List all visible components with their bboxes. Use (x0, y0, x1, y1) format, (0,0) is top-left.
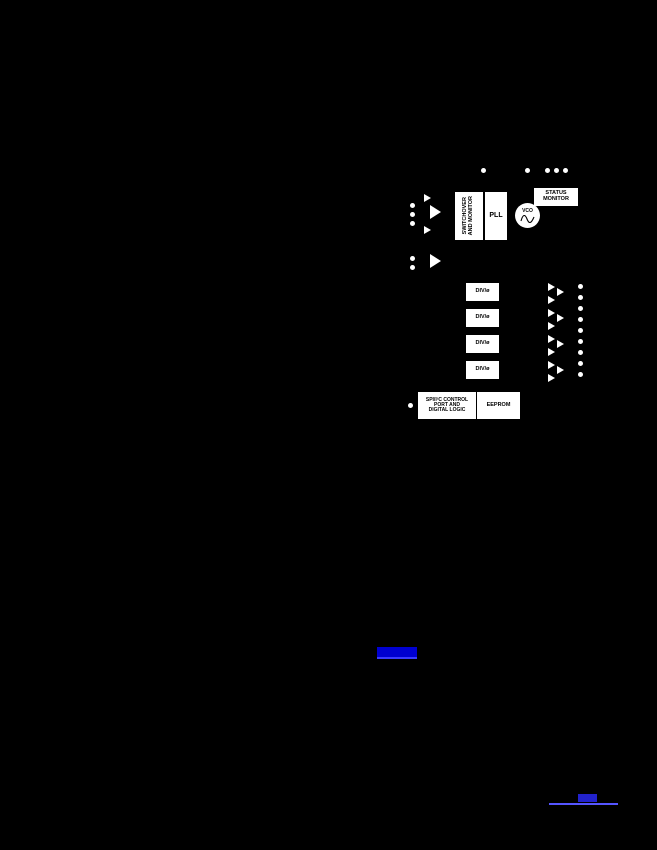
sine-wave-icon (520, 215, 536, 223)
logo-mark (377, 647, 417, 659)
input-buffer-icon (430, 205, 441, 219)
output-dot (578, 317, 583, 322)
block-spi-i2c-control-port (418, 392, 476, 419)
switchover-label-line1: SWITCHOVER (462, 197, 469, 235)
output-buffer-icon (557, 314, 564, 322)
input-dot (410, 212, 415, 217)
node-dot (545, 168, 550, 173)
block-pll (485, 192, 507, 240)
block-status-monitor (534, 188, 578, 206)
node-dot (563, 168, 568, 173)
status-monitor-label-line1: STATUS (545, 190, 567, 197)
control-port-dot (408, 403, 413, 408)
node-dot (525, 168, 530, 173)
control-port-label-line3: DIGITAL LOGIC (428, 407, 466, 414)
output-buffer-icon (548, 322, 555, 330)
divider-label: DIV/ø (475, 314, 490, 321)
output-dot (578, 284, 583, 289)
output-buffer-icon (548, 309, 555, 317)
input-dot (410, 203, 415, 208)
output-dot (578, 372, 583, 377)
output-dot (578, 306, 583, 311)
divider-label: DIV/ø (475, 288, 490, 295)
output-buffer-icon (548, 361, 555, 369)
block-divider-2 (466, 309, 499, 327)
output-buffer-icon (557, 340, 564, 348)
node-dot (481, 168, 486, 173)
status-monitor-label-line2: MONITOR (543, 196, 569, 202)
input-buffer-icon (430, 254, 441, 268)
output-buffer-icon (548, 374, 555, 382)
pll-label: PLL (489, 212, 503, 220)
block-switchover-and-monitor (455, 192, 483, 240)
output-buffer-icon (548, 283, 555, 291)
vco-label: VCO (522, 207, 533, 214)
eeprom-label: EEPROM (486, 401, 511, 408)
input-buffer-icon (424, 194, 431, 202)
output-dot (578, 361, 583, 366)
output-dot (578, 328, 583, 333)
footer-link-mark (578, 794, 597, 802)
control-port-label-line2: PORT AND (434, 401, 460, 408)
input-dot (410, 221, 415, 226)
block-divider-1 (466, 283, 499, 301)
divider-label: DIV/ø (475, 366, 490, 373)
input-buffer-icon (424, 226, 431, 234)
output-dot (578, 339, 583, 344)
input-dot (410, 265, 415, 270)
output-buffer-icon (548, 348, 555, 356)
node-dot (554, 168, 559, 173)
output-dot (578, 350, 583, 355)
input-dot (410, 256, 415, 261)
output-buffer-icon (548, 296, 555, 304)
output-buffer-icon (557, 288, 564, 296)
output-dot (578, 295, 583, 300)
block-divider-3 (466, 335, 499, 353)
block-eeprom (477, 392, 520, 419)
block-vco (515, 203, 540, 228)
control-port-label-line1: SPI/I²C CONTROL (425, 396, 469, 403)
output-buffer-icon (548, 335, 555, 343)
output-buffer-icon (557, 366, 564, 374)
block-divider-4 (466, 361, 499, 379)
divider-label: DIV/ø (475, 340, 490, 347)
switchover-label-line2: AND MONITOR (468, 196, 474, 236)
logo-underline (377, 657, 417, 659)
footer-link-underline (549, 803, 618, 805)
